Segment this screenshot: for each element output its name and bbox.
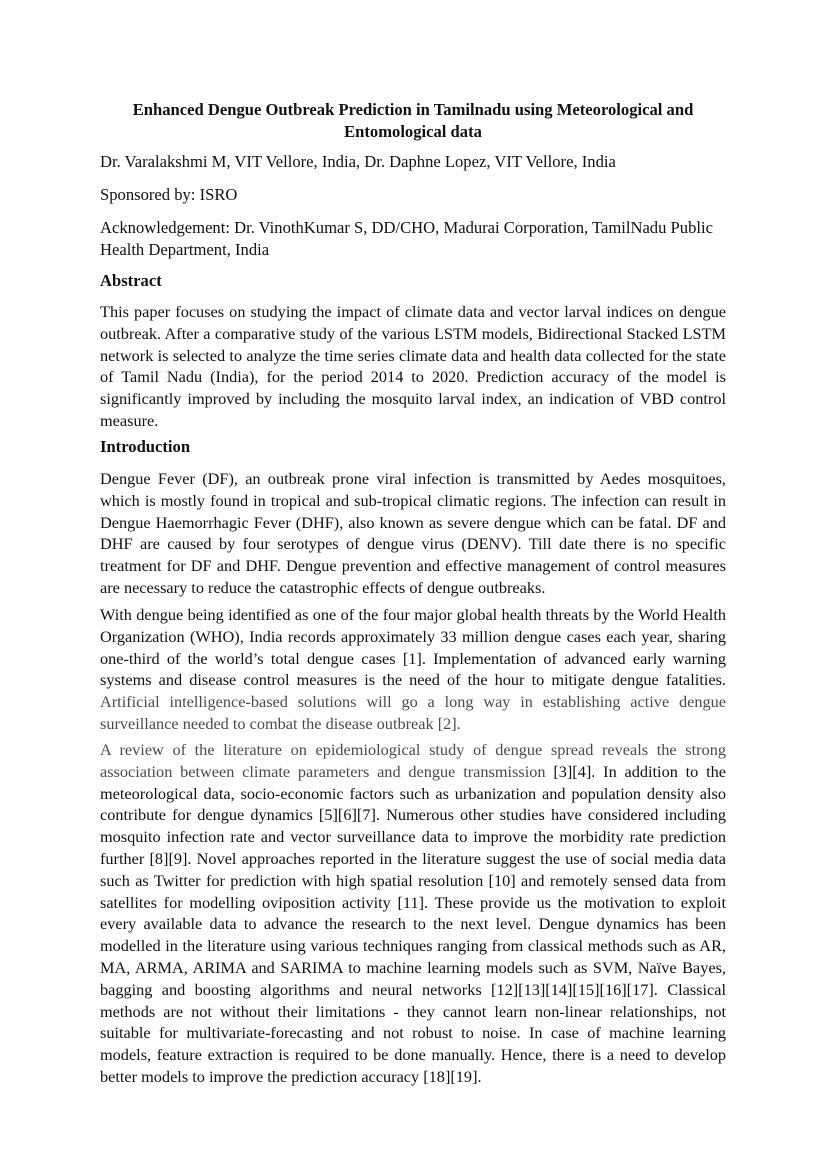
- authors-line: Dr. Varalakshmi M, VIT Vellore, India, Dr. Daphne Lopez, VIT Vellore, India: [100, 152, 616, 171]
- intro-paragraph-3: [100, 739, 726, 1088]
- sponsor-line: Sponsored by: ISRO: [100, 185, 238, 204]
- introduction-heading: Introduction: [100, 437, 191, 456]
- paper-title: [100, 99, 726, 143]
- intro-paragraph-2-main: With dengue being identified as one of the four major global health threats by the World Health Organization (WHO), India records approximately 33 million dengue cases each year, sharing one-third of the world’s total dengue cases [1]. Implementation of advanced early warning systems and disease control measures is the need of the hour to mitigate dengue fatalities.: [100, 605, 726, 690]
- abstract-text: This paper focuses on studying the impact of climate data and vector larval indices on dengue outbreak. After a comparative study of the various LSTM models, Bidirectional Stacked LSTM network is selected to analyze the time series climate data and health data collected for the state of Tamil Nadu (India), for the period 2014 to 2020. Prediction accuracy of the model is significantly improved by including the mosquito larval index, an indication of VBD control measure.: [100, 302, 726, 430]
- intro-paragraph-3-review: A review of the literature on epidemiological study of dengue spread reveals the strong association between climate parameters and dengue transmission: [100, 740, 726, 781]
- intro-paragraph-3-body: [3][4]. In addition to the meteorological data, socio-economic factors such as urbanization and population density also contribute for dengue dynamics [5][6][7]. Numerous other studies have considered including mosquito infection rate and vector surveillance data to improve the morbidity rate prediction further [8][9]. Novel approaches reported in the literature suggest the use of social media data such as Twitter for prediction with high spatial resolution [10] and remotely sensed data from satellites for modelling oviposition activity [11]. These provide us the motivation to exploit every available data to advance the research to the next level. Dengue dynamics has been modelled in the literature using various techniques ranging from classical methods such as AR, MA, ARMA, ARIMA and SARIMA to machine learning models such as SVM, Naïve Bayes, bagging and boosting algorithms and neural networks [12][13][14][15][16][17]. Classical methods are not without their limitations - they cannot learn non-linear relationships, not suitable for multivariate-forecasting and not robust to noise. In case of machine learning models, feature extraction is required to be done manually. Hence, there is a need to develop better models to improve the prediction accuracy [18][19].: [100, 761, 727, 1086]
- intro-paragraph-1: Dengue Fever (DF), an outbreak prone viral infection is transmitted by Aedes mosquitoes, which is mostly found in tropical and sub-tropical climatic regions. The infection can result in Dengue Haemorrhagic Fever (DHF), also known as severe dengue which can be fatal. DF and DHF are caused by four serotypes of dengue virus (DENV). Till date there is no specific treatment for DF and DHF. Dengue prevention and effective management of control measures are necessary to reduce the catastrophic effects of dengue outbreaks.: [100, 469, 726, 597]
- paper-title-line-2: Entomological data: [344, 122, 482, 141]
- paper-title-line-1: Enhanced Dengue Outbreak Prediction in Tamilnadu using Meteorological and: [132, 100, 694, 119]
- intro-paragraph-2: [100, 604, 726, 735]
- abstract-heading: Abstract: [100, 271, 162, 290]
- intro-paragraph-2-ai: Artificial intelligence-based solutions will go a long way in establishing active dengue surveillance needed to combat the disease outbreak [2].: [100, 692, 726, 733]
- acknowledgement: Acknowledgement: Dr. VinothKumar S, DD/CHO, Madurai Corporation, TamilNadu Public Health Department, India: [100, 218, 713, 259]
